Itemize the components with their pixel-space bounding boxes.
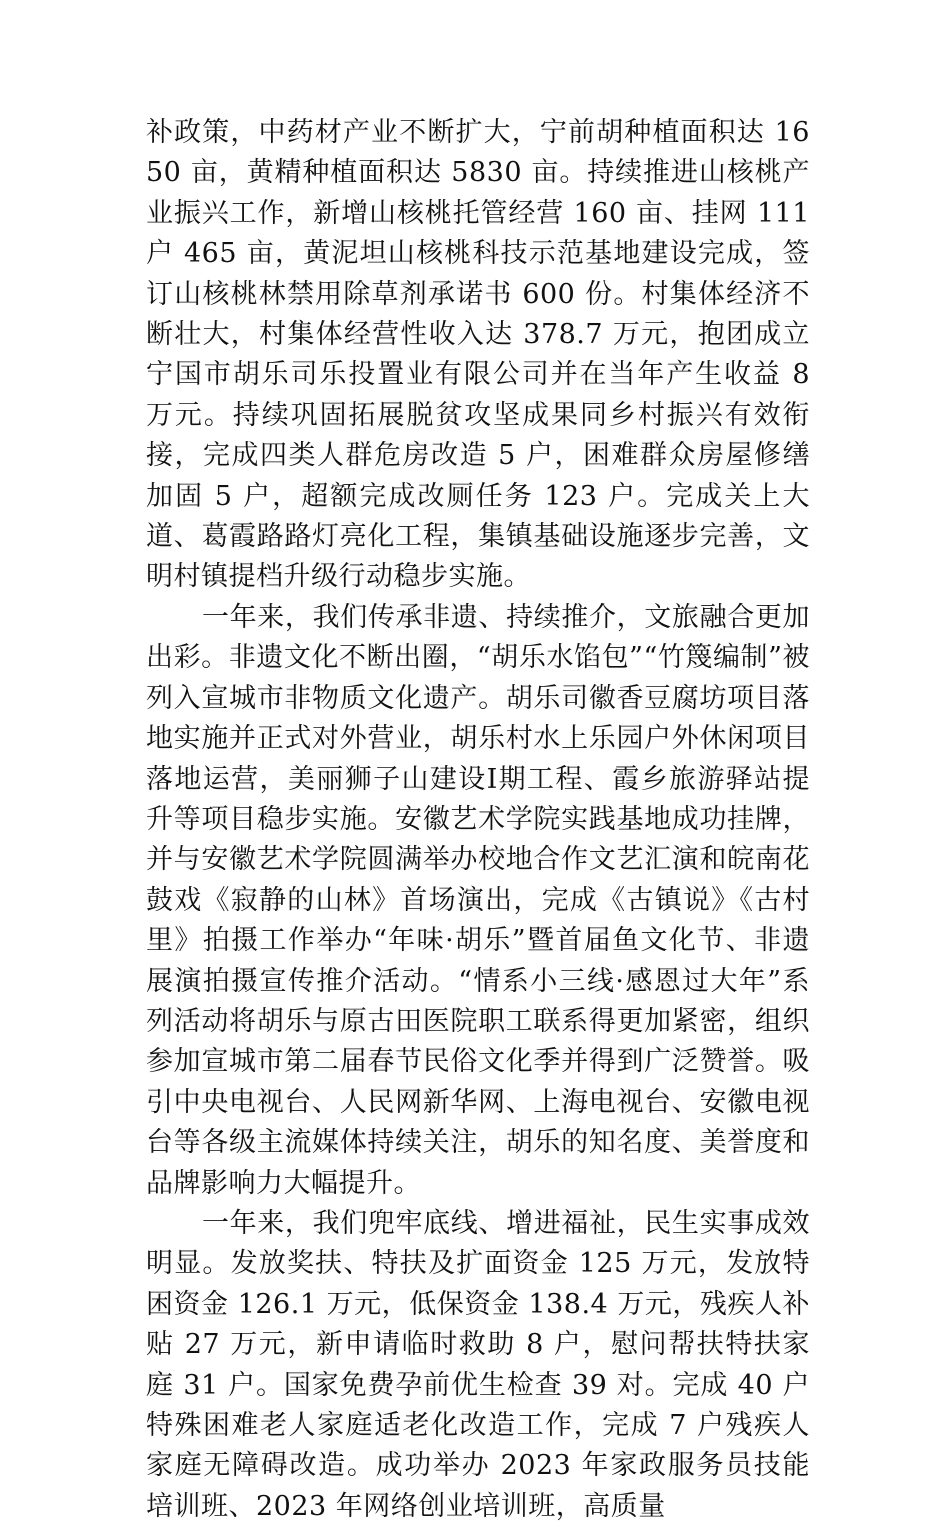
document-body xyxy=(146,113,810,1527)
paragraph-rural-industry: 补政策，中药材产业不断扩大，宁前胡种植面积达 1650 亩，黄精种植面积达 5830 亩。持续推进山核桃产业振兴工作，新增山核桃托管经营 160 亩、挂网 111 户 465 亩，黄泥坦山核桃科技示范基地建设完成，签订山核桃林禁用除草剂承诺书 600 份。村集体经济不断壮大，村集体经营性收入达 378.7 万元，抱团成立宁国市胡乐司乐投置业有限公司并在当年产生收益 8 万元。持续巩固拓展脱贫攻坚成果同乡村振兴有效衔接，完成四类人群危房改造 5 户，困难群众房屋修缮加固 5 户，超额完成改厕任务 123 户。完成关上大道、葛霞路路灯亮化工程，集镇基础设施逐步完善，文明村镇提档升级行动稳步实施。 xyxy=(146,117,810,593)
paragraph-livelihood: 一年来，我们兜牢底线、增进福祉，民生实事成效明显。发放奖扶、特扶及扩面资金 125 万元，发放特困资金 126.1 万元，低保资金 138.4 万元，残疾人补贴 27 万元，新申请临时救助 8 户，慰问帮扶特扶家庭 31 户。国家免费孕前优生检查 39 对。完成 40 户特殊困难老人家庭适老化改造工作，完成 7 户残疾人家庭无障碍改造。成功举办 2023 年家政服务员技能培训班、2023 年网络创业培训班，高质量 xyxy=(146,1207,810,1522)
paragraph-culture-tourism: 一年来，我们传承非遗、持续推介，文旅融合更加出彩。非遗文化不断出圈，“胡乐水馅包”“竹篾编制”被列入宣城市非物质文化遗产。胡乐司徽香豆腐坊项目落地实施并正式对外营业，胡乐村水上乐园户外休闲项目落地运营，美丽狮子山建设Ⅰ期工程、霞乡旅游驿站提升等项目稳步实施。安徽艺术学院实践基地成功挂牌，并与安徽艺术学院圆满举办校地合作文艺汇演和皖南花鼓戏《寂静的山林》首场演出，完成《古镇说》《古村里》拍摄工作举办“年味·胡乐”暨首届鱼文化节、非遗展演拍摄宣传推介活动。“情系小三线·感恩过大年”系列活动将胡乐与原古田医院职工联系得更加紧密，组织参加宣城市第二届春节民俗文化季并得到广泛赞誉。吸引中央电视台、人民网新华网、上海电视台、安徽电视台等各级主流媒体持续关注，胡乐的知名度、美誉度和品牌影响力大幅提升。 xyxy=(146,601,810,1199)
